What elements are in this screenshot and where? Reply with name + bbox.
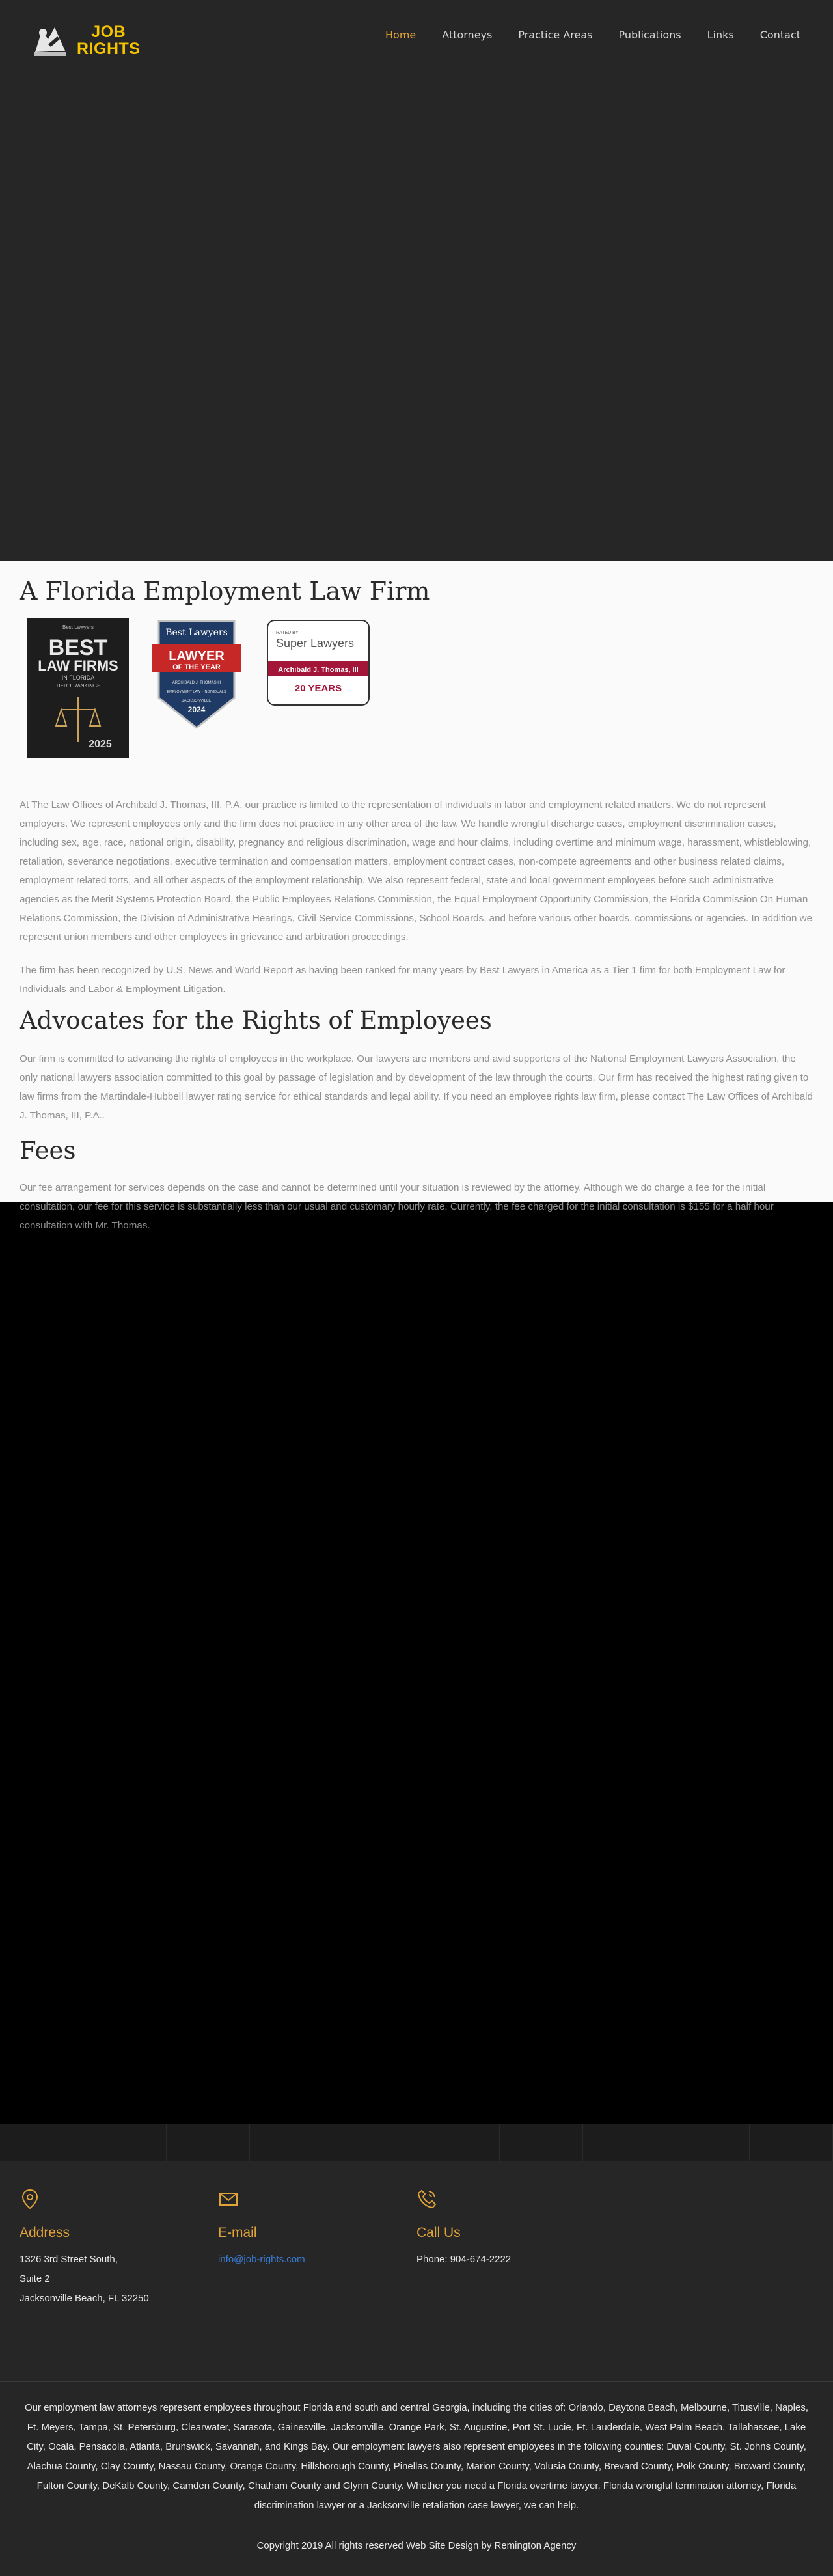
address-line-3: Jacksonville Beach, FL 32250 xyxy=(20,2293,149,2304)
address-line-2: Suite 2 xyxy=(20,2273,50,2284)
call-title: Call Us xyxy=(416,2225,461,2240)
address-line-1: 1326 3rd Street South, xyxy=(20,2254,118,2265)
svg-text:20 YEARS: 20 YEARS xyxy=(294,683,342,694)
location-pin-icon xyxy=(20,2189,40,2209)
svg-text:LAWYER: LAWYER xyxy=(169,649,225,663)
nav-links[interactable]: Links xyxy=(707,29,734,41)
envelope-icon xyxy=(218,2189,239,2209)
site-footer xyxy=(0,2124,833,2576)
svg-text:OF THE YEAR: OF THE YEAR xyxy=(172,663,221,671)
svg-text:RATED BY: RATED BY xyxy=(276,631,299,635)
footer-strip xyxy=(0,2124,833,2161)
logo-emblem-icon xyxy=(29,20,72,60)
super-lawyers-badge xyxy=(267,620,370,706)
nav-home[interactable]: Home xyxy=(385,29,416,41)
page-title: A Florida Employment Law Firm xyxy=(20,577,430,605)
intro-paragraph: At The Law Offices of Archibald J. Thomas, III, P.A. our practice is limited to the representation of individuals in labor and employment related matters. We do not represent employers. We represent employees only and the firm does not practice in any other area of the law. We handle wrongful discharge cases, employment discrimination cases, including sex, age, race, national origin, disability, pregnancy and religious discrimination, wage and hour claims, including overtime and minimum wage, harassment, whistleblowing, retaliation, severance negotiations, executive termination and compensation matters, employment contract cases, non-compete agreements and other business related claims, employment related torts, and all other aspects of the employment relationship. We also represent federal, state and local government employees before such administrative agencies as the Merit Systems Protection Board, the Public Employees Relations Commission, the Equal Employment Opportunity Commission, the Florida Commission On Human Relations Commission, the Division of Administrative Hearings, Civil Service Commissions, School Boards, and before various other boards, commissions or agencies. In addition we represent union members and other employees in grievance and arbitration proceedings. xyxy=(20,799,813,943)
super-lawyers-icon xyxy=(268,621,368,704)
hero-header xyxy=(0,0,833,561)
email-block xyxy=(218,2189,400,2269)
svg-text:2025: 2025 xyxy=(89,739,112,750)
svg-text:Super Lawyers: Super Lawyers xyxy=(276,637,355,650)
address-title: Address xyxy=(20,2225,70,2240)
svg-text:Best Lawyers: Best Lawyers xyxy=(165,628,228,638)
copyright: Copyright 2019 All rights reserved Web Site Design by Remington Agency xyxy=(256,2540,577,2551)
best-law-firms-badge xyxy=(27,618,129,758)
svg-text:Archibald J. Thomas, III: Archibald J. Thomas, III xyxy=(278,666,359,674)
svg-text:IN FLORIDA: IN FLORIDA xyxy=(61,674,95,681)
nav-attorneys[interactable]: Attorneys xyxy=(442,29,493,41)
address-block xyxy=(20,2189,202,2308)
main-content xyxy=(0,561,833,1231)
service-area-text: Our employment law attorneys represent employees throughout Florida and south and central Georgia, including the cities of: Orlando, Daytona Beach, Melbourne, Titusville, Naples, Ft. Meyers, Tampa, St. Petersburg, Clearwater, Sarasota, Gainesville, Jacksonville, Orange Park, St. Augustine, Port St. Lucie, Ft. Lauderdale, West Palm Beach, Tallahassee, Lake City, Ocala, Pensacola, Atlanta, Brunswick, Savannah, and Kings Bay. Our employment lawyers also represent employees in the following counties: Duval County, St. Johns County, Alachua County, Clay County, Nassau County, Orange County, Hillsborough County, Pinellas County, Marion County, Volusia County, Brevard County, Polk County, Broward County, Fulton County, DeKalb County, Camden County, Chatham County and Glynn County. Whether you need a Florida overtime lawyer, Florida wrongful termination attorney, Florida discrimination lawyer or a Jacksonville retaliation case lawyer, we can help. xyxy=(25,2402,808,2511)
email-title: E-mail xyxy=(218,2225,257,2240)
best-law-firms-icon xyxy=(27,618,129,758)
logo-text: JOB RIGHTS xyxy=(77,23,141,58)
nav-contact[interactable]: Contact xyxy=(759,29,800,41)
lawyer-of-the-year-badge xyxy=(152,620,241,729)
svg-text:2024: 2024 xyxy=(187,705,206,714)
main-nav xyxy=(359,29,800,41)
email-link[interactable]: info@job-rights.com xyxy=(218,2254,305,2265)
svg-text:Best Lawyers: Best Lawyers xyxy=(62,624,94,630)
footer-divider xyxy=(0,2381,833,2382)
fees-paragraph: Our fee arrangement for services depends on the case and cannot be determined until your situation is reviewed by the attorney. Although we do charge a fee for the initial consultation, our fee for this service is substantially less than our usual and customary hourly rate. Currently, the fee charged for the initial consultation is $155 for a half hour consultation with Mr. Thomas. xyxy=(20,1182,774,1231)
call-block xyxy=(416,2189,599,2269)
nav-practice-areas[interactable]: Practice Areas xyxy=(518,29,593,41)
lawyer-of-the-year-icon xyxy=(152,620,241,729)
phone-number: Phone: 904-674-2222 xyxy=(416,2254,512,2265)
advocates-heading: Advocates for the Rights of Employees xyxy=(20,1006,492,1034)
svg-text:EMPLOYMENT LAW - INDIVIDUALS: EMPLOYMENT LAW - INDIVIDUALS xyxy=(167,690,226,694)
svg-text:LAW FIRMS: LAW FIRMS xyxy=(38,658,118,674)
svg-text:TIER 1 RANKINGS: TIER 1 RANKINGS xyxy=(55,683,101,689)
recognition-paragraph: The firm has been recognized by U.S. News and World Report as having been ranked for many years by Best Lawyers in America as a Tier 1 firm for both Employment Law for Individuals and Labor & Employment Litigation. xyxy=(20,965,785,995)
site-logo[interactable] xyxy=(26,16,141,62)
fees-heading: Fees xyxy=(20,1137,76,1165)
svg-text:JACKSONVILLE: JACKSONVILLE xyxy=(182,699,212,703)
svg-text:BEST: BEST xyxy=(48,635,108,660)
nav-publications[interactable]: Publications xyxy=(618,29,681,41)
phone-icon xyxy=(416,2189,437,2209)
advocates-paragraph: Our firm is committed to advancing the rights of employees in the workplace. Our lawyers are members and avid supporters of the National Employment Lawyers Association, the only national lawyers association committed to this goal by passage of legislation and by development of the law through the courts. Our firm has received the highest rating given to law firms from the Martindale-Hubbell lawyer rating service for ethical standards and legal ability. If you need an employee rights law firm, please contact The Law Offices of Archibald J. Thomas, III, P.A.. xyxy=(20,1053,813,1121)
svg-text:ARCHIBALD J. THOMAS III: ARCHIBALD J. THOMAS III xyxy=(172,681,221,685)
